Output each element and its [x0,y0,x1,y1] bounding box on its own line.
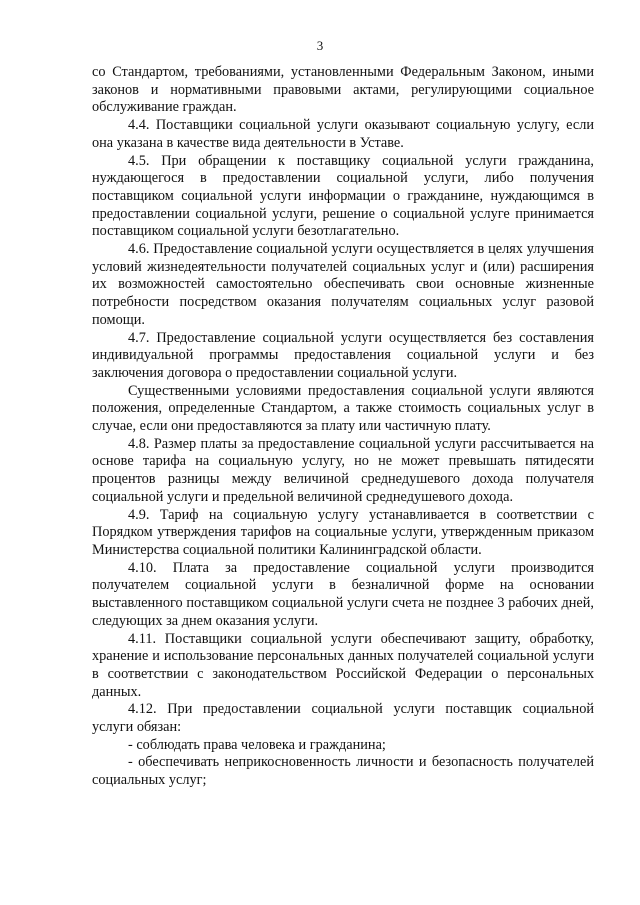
paragraph-4-6: 4.6. Предоставление социальной услуги осуществляется в целях улучшения условий жизнедеятельности получателей социальных услуг и (или) расширения их возможностей самостоятельно обеспечивать свои основные жизненные потребности посредством оказания получателям социальных услуг разовой помощи. [92,241,594,328]
paragraph-4-9: 4.9. Тариф на социальную услугу устанавливается в соответствии с Порядком утверждения тарифов на социальные услуги, утвержденным приказом Министерства социальной политики Калининградской области. [92,506,594,558]
list-item-personal-safety: - обеспечивать неприкосновенность личности и безопасность получателей социальных услуг; [92,754,594,789]
paragraph-4-5: 4.5. При обращении к поставщику социальной услуги гражданина, нуждающегося в предоставлении социальной услуги, либо получения поставщиком социальной услуги информации о гражданине, нуждающимся в предоставлении социальной услуги, решение о социальной услуге принимается поставщиком социальной услуги безотлагательно. [92,152,594,240]
paragraph-4-4: 4.4. Поставщики социальной услуги оказывают социальную услугу, если она указана в качестве вида деятельности в Уставе. [92,117,594,151]
paragraph-4-7: 4.7. Предоставление социальной услуги осуществляется без составления индивидуальной программы предоставления социальной услуги и без заключения договора о предоставлении социальной услуги. [92,329,594,381]
page-number: 3 [316,38,324,53]
paragraph-essential-conditions: Существенными условиями предоставления социальной услуги являются положения, определенные Стандартом, а также стоимость социальных услуг в случае, если они предоставляются за плату или частичную плату. [92,382,594,435]
list-item-human-rights: - соблюдать права человека и гражданина; [128,736,386,753]
paragraph-4-10: 4.10. Плата за предоставление социальной услуги производится получателем социальной услуги в безналичной форме на основании выставленного поставщиком социальной услуги счета не позднее 3 рабочих дней, следующих за днем оказания услуги. [92,559,594,629]
paragraph-continuation: со Стандартом, требованиями, установленными Федеральным Законом, иными законов и нормативными правовыми актами, регулирующими социальное обслуживание граждан. [92,64,594,116]
paragraph-4-8: 4.8. Размер платы за предоставление социальной услуги рассчитывается на основе тарифа на социальную услугу, но не может превышать пятидесяти процентов разницы между величиной среднедушевого дохода получателя социальной услуги и предельной величиной среднедушевого дохода. [92,435,594,505]
paragraph-4-12: 4.12. При предоставлении социальной услуги поставщик социальной услуги обязан: [92,701,594,736]
paragraph-4-11: 4.11. Поставщики социальной услуги обеспечивают защиту, обработку, хранение и использование персональных данных получателей социальной услуги в соответствии с законодательством Российской Федерации о персональных данных. [92,630,594,700]
